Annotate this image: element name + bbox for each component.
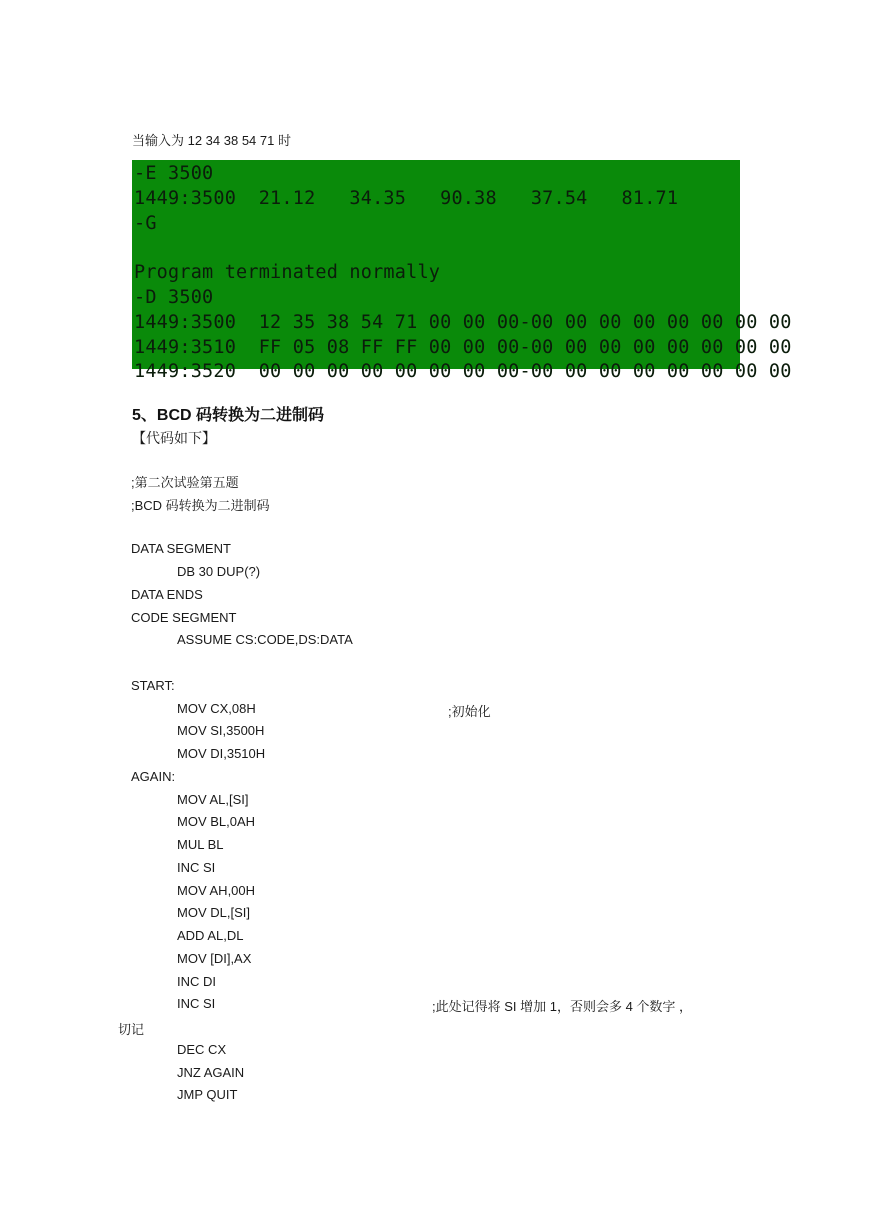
code-line: MOV AL,[SI] (177, 792, 249, 807)
code-line: INC DI (177, 974, 216, 989)
terminal-line: Program terminated normally (134, 262, 441, 283)
code-line: DATA ENDS (131, 587, 203, 602)
code-comment: ;初始化 (448, 704, 491, 719)
terminal-line: -G (134, 213, 157, 234)
code-comment: ;第二次试验第五题 (131, 475, 239, 490)
code-line: ADD AL,DL (177, 928, 244, 943)
section-heading: 5、BCD 码转换为二进制码 (132, 407, 325, 424)
code-label: START: (131, 678, 175, 693)
code-line: DEC CX (177, 1042, 227, 1057)
code-line: ASSUME CS:CODE,DS:DATA (177, 632, 353, 647)
code-line: MOV [DI],AX (177, 951, 252, 966)
code-line: DATA SEGMENT (131, 541, 231, 556)
code-line: MOV DL,[SI] (177, 905, 250, 920)
terminal-line: 1449:3500 12 35 38 54 71 00 00 00-00 00 00 00 00 00 00 00 (134, 312, 792, 333)
terminal-line: -D 3500 (134, 287, 214, 308)
code-label: AGAIN: (131, 769, 176, 784)
code-line: MUL BL (177, 837, 224, 852)
code-title: 【代码如下】 (132, 430, 216, 446)
code-line: MOV BL,0AH (177, 814, 256, 829)
terminal-line: -E 3500 (134, 163, 214, 184)
terminal-line: 1449:3500 21.12 34.35 90.38 37.54 81.71 (134, 188, 679, 209)
code-line: CODE SEGMENT (131, 610, 237, 625)
code-line: MOV SI,3500H (177, 723, 265, 738)
code-line: INC SI (177, 860, 216, 875)
code-comment-wrap: 切记 (118, 1022, 145, 1037)
code-comment: ;BCD 码转换为二进制码 (131, 498, 270, 513)
code-line: MOV AH,00H (177, 883, 256, 898)
code-comment: ;此处记得将 SI 增加 1，否则会多 4 个数字 ， (432, 999, 693, 1014)
intro-text: 当输入为 12 34 38 54 71 时 (132, 133, 291, 148)
code-line: DB 30 DUP(?) (177, 564, 261, 579)
code-line: INC SI (177, 996, 216, 1011)
code-line: MOV DI,3510H (177, 746, 266, 761)
terminal-line: 1449:3510 FF 05 08 FF FF 00 00 00-00 00 00 00 00 00 00 00 (134, 337, 792, 358)
code-line: JMP QUIT (177, 1087, 238, 1102)
code-line: JNZ AGAIN (177, 1065, 245, 1080)
terminal-screenshot (132, 160, 792, 382)
terminal-line: 1449:3520 00 00 00 00 00 00 00 00-00 00 00 00 00 00 00 00 (134, 361, 792, 382)
code-line: MOV CX,08H (177, 701, 256, 716)
